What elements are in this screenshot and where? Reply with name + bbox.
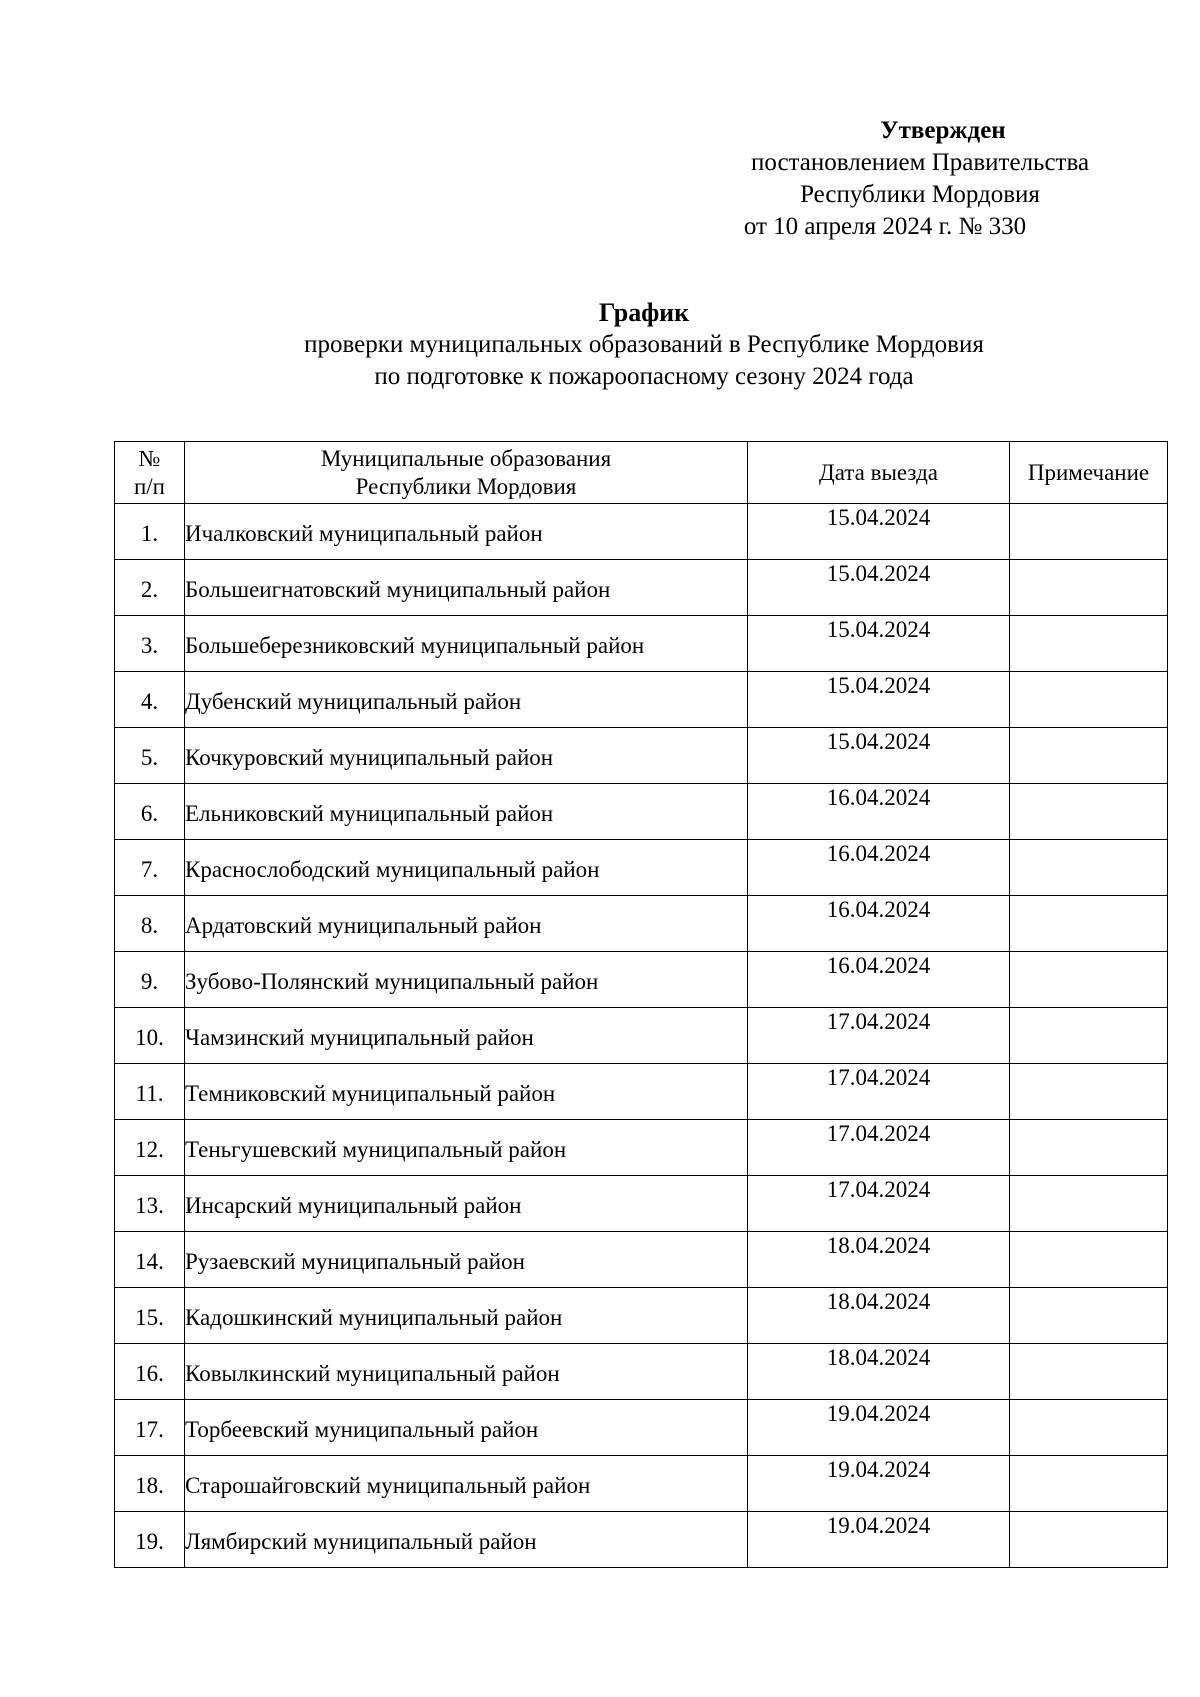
visit-date: 16.04.2024 [826,953,931,978]
note-cell [1010,896,1168,952]
note-cell [1010,1288,1168,1344]
row-number: 2. [140,576,159,602]
municipality-cell [185,504,748,560]
municipality-cell [185,728,748,784]
municipality-cell [185,896,748,952]
municipality-name: Темниковский муниципальный район [185,1080,556,1106]
note-cell [1010,1008,1168,1064]
row-number-cell [115,840,185,896]
date-cell [748,616,1010,672]
visit-date: 18.04.2024 [826,1233,931,1258]
visit-date: 15.04.2024 [826,673,931,698]
visit-date: 17.04.2024 [826,1065,931,1090]
row-number: 4. [140,688,159,714]
municipality-name: Инсарский муниципальный район [185,1192,522,1218]
visit-date: 16.04.2024 [826,897,931,922]
date-cell [748,1120,1010,1176]
municipality-cell [185,1232,748,1288]
table-row [115,1008,1168,1064]
note-cell [1010,1232,1168,1288]
note-cell [1010,952,1168,1008]
note-cell [1010,840,1168,896]
table-row [115,1344,1168,1400]
municipality-cell [185,1456,748,1512]
note-cell [1010,1176,1168,1232]
date-cell [748,1232,1010,1288]
note-cell [1010,616,1168,672]
row-number-cell [115,1456,185,1512]
table-row [115,728,1168,784]
table-row [115,1400,1168,1456]
approval-block [690,115,1150,243]
note-cell [1010,1064,1168,1120]
municipality-cell [185,952,748,1008]
row-number: 14. [135,1248,164,1274]
row-number-cell [115,1288,185,1344]
row-number: 7. [140,856,159,882]
header-number-line1: № [138,445,161,471]
visit-date: 17.04.2024 [826,1177,931,1202]
visit-date: 17.04.2024 [826,1009,931,1034]
visit-date: 19.04.2024 [826,1513,931,1538]
table-row [115,504,1168,560]
date-cell [748,560,1010,616]
visit-date: 17.04.2024 [826,1121,931,1146]
municipality-cell [185,1400,748,1456]
municipality-name: Зубово-Полянский муниципальный район [185,968,599,994]
date-cell [748,896,1010,952]
row-number: 18. [135,1472,164,1498]
row-number: 3. [140,632,159,658]
row-number: 5. [140,744,159,770]
table-row [115,784,1168,840]
visit-date: 18.04.2024 [826,1289,931,1314]
date-cell [748,1344,1010,1400]
note-cell [1010,784,1168,840]
row-number-cell [115,728,185,784]
visit-date: 15.04.2024 [826,505,931,530]
visit-date: 19.04.2024 [826,1401,931,1426]
visit-date: 18.04.2024 [826,1345,931,1370]
row-number-cell [115,672,185,728]
document-heading [114,297,1174,393]
header-number-line2: п/п [133,473,165,499]
note-cell [1010,504,1168,560]
row-number-cell [115,504,185,560]
municipality-cell [185,672,748,728]
municipality-name: Лямбирский муниципальный район [185,1528,537,1554]
visit-date: 15.04.2024 [826,617,931,642]
municipality-name: Краснослободский муниципальный район [185,856,600,882]
note-cell [1010,1400,1168,1456]
row-number: 13. [135,1192,164,1218]
row-number-cell [115,784,185,840]
municipality-name: Рузаевский муниципальный район [185,1248,525,1274]
row-number-cell [115,1120,185,1176]
note-cell [1010,1120,1168,1176]
note-cell [1010,1512,1168,1568]
municipality-cell [185,784,748,840]
row-number: 10. [135,1024,164,1050]
date-cell [748,504,1010,560]
visit-date: 19.04.2024 [826,1457,931,1482]
row-number-cell [115,1400,185,1456]
table-row [115,672,1168,728]
document-title: График [598,298,690,327]
row-number: 6. [140,800,159,826]
date-cell [748,1400,1010,1456]
row-number: 17. [135,1416,164,1442]
header-note: Примечание [1010,442,1168,504]
municipality-name: Теньгушевский муниципальный район [185,1136,567,1162]
date-cell [748,1456,1010,1512]
row-number-cell [115,1008,185,1064]
date-cell [748,1176,1010,1232]
row-number: 1. [140,520,159,546]
table-header-row [115,442,1168,504]
table-row [115,1064,1168,1120]
table-row [115,1456,1168,1512]
date-cell [748,952,1010,1008]
table-row [115,952,1168,1008]
row-number-cell [115,952,185,1008]
header-municipality-line2: Республики Мордовия [355,473,577,499]
table-row [115,560,1168,616]
table-row [115,1176,1168,1232]
table-row [115,1120,1168,1176]
municipality-name: Ардатовский муниципальный район [185,912,542,938]
table-row [115,840,1168,896]
table-row [115,1288,1168,1344]
note-cell [1010,672,1168,728]
date-cell [748,1512,1010,1568]
table-body [115,504,1168,1568]
municipality-cell [185,1120,748,1176]
municipality-name: Кочкуровский муниципальный район [185,744,554,770]
header-municipality-line1: Муниципальные образования [320,445,612,471]
note-cell [1010,728,1168,784]
municipality-name: Большеигнатовский муниципальный район [185,576,611,602]
note-cell [1010,560,1168,616]
note-cell [1010,1456,1168,1512]
municipality-cell [185,840,748,896]
header-municipality [185,442,748,504]
document-subtitle: проверки муниципальных образований в Республике Мордовия [304,331,984,358]
table-row [115,896,1168,952]
visit-date: 16.04.2024 [826,841,931,866]
row-number-cell [115,1232,185,1288]
municipality-name: Дубенский муниципальный район [185,688,522,714]
schedule-table [114,441,1168,1568]
row-number-cell [115,1176,185,1232]
table-row [115,1512,1168,1568]
row-number-cell [115,1344,185,1400]
row-number: 8. [140,912,159,938]
municipality-cell [185,1064,748,1120]
visit-date: 15.04.2024 [826,561,931,586]
date-cell [748,840,1010,896]
row-number: 11. [135,1080,164,1106]
row-number-cell [115,560,185,616]
row-number-cell [115,1064,185,1120]
municipality-cell [185,1008,748,1064]
row-number-cell [115,1512,185,1568]
header-date: Дата выезда [748,442,1010,504]
municipality-name: Торбеевский муниципальный район [185,1416,539,1442]
row-number: 15. [135,1304,164,1330]
municipality-cell [185,560,748,616]
approval-date-line: от 10 апреля 2024 г. № 330 [743,213,1027,240]
approval-line: Республики Мордовия [800,181,1040,208]
row-number: 12. [135,1136,164,1162]
visit-date: 16.04.2024 [826,785,931,810]
municipality-cell [185,1288,748,1344]
approval-line: постановлением Правительства [750,149,1090,176]
date-cell [748,1288,1010,1344]
date-cell [748,672,1010,728]
row-number-cell [115,616,185,672]
table-row [115,1232,1168,1288]
municipality-name: Кадошкинский муниципальный район [185,1304,563,1330]
date-cell [748,1064,1010,1120]
row-number: 19. [135,1528,164,1554]
note-cell [1010,1344,1168,1400]
date-cell [748,728,1010,784]
municipality-name: Большеберезниковский муниципальный район [185,632,645,658]
municipality-name: Ичалковский муниципальный район [185,520,543,546]
document-subtitle: по подготовке к пожароопасному сезону 2024 года [374,363,914,390]
row-number: 16. [135,1360,164,1386]
municipality-cell [185,1176,748,1232]
table-row [115,616,1168,672]
municipality-name: Ковылкинский муниципальный район [185,1360,560,1386]
approval-title: Утвержден [880,117,1006,144]
municipality-cell [185,1344,748,1400]
header-number [115,442,185,504]
row-number-cell [115,896,185,952]
municipality-name: Старошайговский муниципальный район [185,1472,591,1498]
date-cell [748,784,1010,840]
visit-date: 15.04.2024 [826,729,931,754]
municipality-name: Ельниковский муниципальный район [185,800,554,826]
row-number: 9. [140,968,159,994]
municipality-cell [185,1512,748,1568]
date-cell [748,1008,1010,1064]
municipality-name: Чамзинский муниципальный район [185,1024,534,1050]
municipality-cell [185,616,748,672]
